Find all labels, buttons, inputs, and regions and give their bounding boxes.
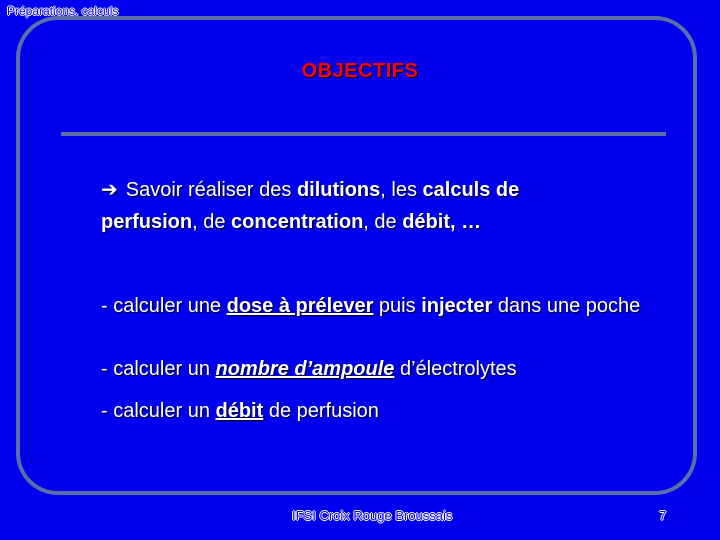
item-prefix: - calculer un <box>101 358 216 380</box>
slide-frame <box>16 16 697 495</box>
title-divider <box>61 132 666 136</box>
list-item <box>101 400 691 423</box>
objective-text-4: , de <box>363 211 403 233</box>
slide-title <box>0 60 720 83</box>
objective-concentration: concentration <box>231 211 364 233</box>
objective-perfusion: perfusion <box>101 211 193 233</box>
item-highlight: dose à prélever <box>226 295 374 317</box>
item-highlight: nombre d’ampoule <box>215 358 395 380</box>
objective-text-2: , les <box>380 179 423 201</box>
item-highlight: débit <box>215 400 264 422</box>
item-prefix: - calculer une <box>101 295 227 317</box>
item-bold: injecter <box>421 295 493 317</box>
footer-page-number: 7 <box>659 508 667 523</box>
footer-organization: IFSI Croix Rouge Broussais <box>292 508 453 523</box>
objective-dilutions: dilutions <box>296 179 381 201</box>
objective-text-1: Savoir réaliser des <box>125 179 297 201</box>
objective-calculs-de: calculs de <box>422 179 520 201</box>
objective-paragraph <box>101 174 661 238</box>
item-suffix: d’électrolytes <box>394 358 517 380</box>
header-label: Préparations, calculs <box>7 4 119 18</box>
list-item <box>101 296 691 317</box>
item-prefix: - calculer un <box>101 400 216 422</box>
item-suffix: de perfusion <box>263 400 379 422</box>
slide-title-text: OBJECTIFS <box>301 60 419 82</box>
objective-debit: débit, … <box>402 211 482 233</box>
item-middle: puis <box>373 295 422 317</box>
item-suffix: dans une poche <box>492 295 641 317</box>
objective-text-3: , de <box>192 211 232 233</box>
list-item <box>101 358 691 381</box>
arrow-right-icon: ➔ <box>101 179 118 201</box>
